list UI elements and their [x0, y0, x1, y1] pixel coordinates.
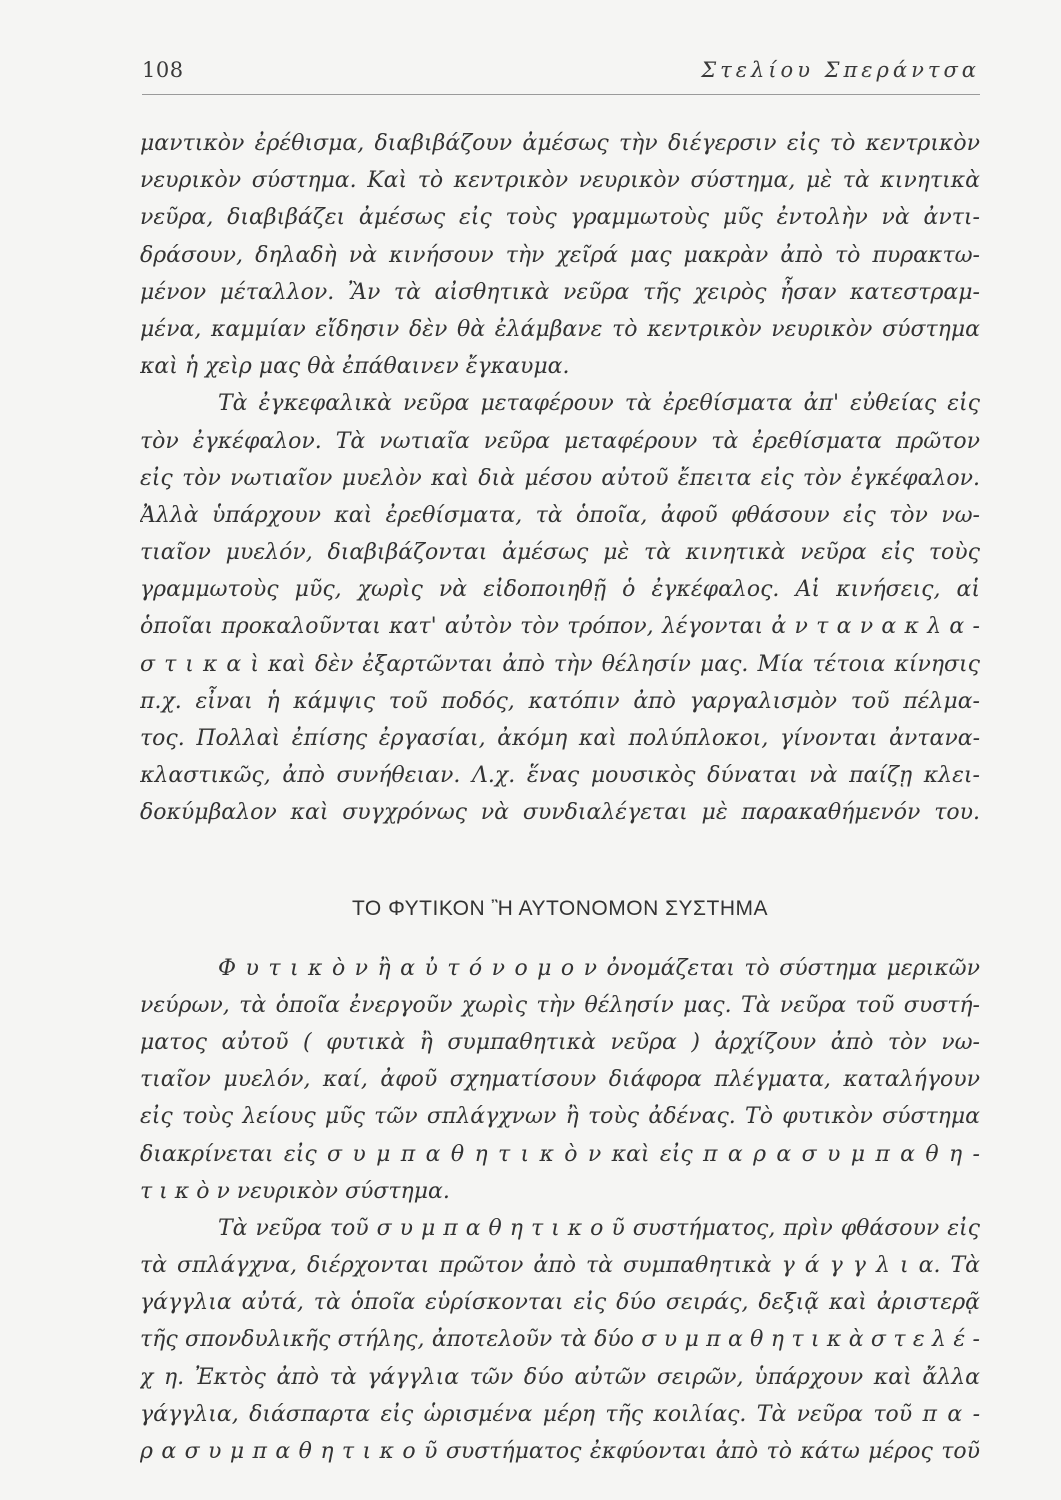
text-line: τῆς σπονδυλικῆς στήλης, ἀποτελοῦν τὰ δύο σ υ μ π α θ η τ ι κ ὰ σ τ ε λ έ -: [140, 1327, 980, 1353]
text-line: καὶ ἡ χεὶρ μας θὰ ἐπάθαινεν ἔγκαυμα.: [140, 354, 570, 380]
text-line: γάγγλια, διάσπαρτα εἰς ὡρισμένα μέρη τῆς κοιλίας. Τὰ νεῦρα τοῦ π α -: [140, 1401, 980, 1427]
body-text: [140, 125, 980, 1470]
text-line: μαντικὸν ἐρέθισμα, διαβιβάζουν ἀμέσως τὴν διέγερσιν εἰς τὸ κεντρικὸν: [140, 131, 980, 156]
text-line: τιαῖον μυελόν, διαβιβάζονται ἀμέσως μὲ τὰ κινητικὰ νεῦρα εἰς τοὺς: [140, 540, 980, 566]
text-line: δοκύμβαλον καὶ συγχρόνως νὰ συνδιαλέγεται μὲ παρακαθήμενόν του.: [140, 800, 980, 826]
text-line: νεῦρα, διαβιβάζει ἀμέσως εἰς τοὺς γραμμωτοὺς μῦς ἐντολὴν νὰ ἀντι-: [140, 205, 980, 231]
text-line: νεύρων, τὰ ὁποῖα ἐνεργοῦν χωρὶς τὴν θέλησίν μας. Τὰ νεῦρα τοῦ συστή-: [140, 992, 980, 1018]
running-head: Στελίου Σπεράντσα: [701, 58, 980, 82]
text-line: ὁποῖαι προκαλοῦνται κατ' αὐτὸν τὸν τρόπον, λέγονται ἀ ν τ α ν α κ λ α -: [140, 614, 980, 640]
paragraph-1: [140, 125, 980, 385]
text-line: εἰς τὸν νωτιαῖον μυελὸν καὶ διὰ μέσου αὐτοῦ ἔπειτα εἰς τὸν ἐγκέφαλον.: [140, 465, 980, 491]
paragraph-3: [140, 950, 980, 1210]
text-line: μένα, καμμίαν εἴδησιν δὲν θὰ ἐλάμβανε τὸ κεντρικὸν νευρικὸν σύστημα: [140, 316, 980, 342]
text-line: Τὰ ἐγκεφαλικὰ νεῦρα μεταφέρουν τὰ ἐρεθίσματα ἀπ' εὐθείας εἰς: [218, 391, 980, 417]
section-heading: ΤΟ ΦΥΤΙΚΟΝ Ἢ ΑΥΤΟΝΟΜΟΝ ΣΥΣΤΗΜΑ: [351, 896, 769, 920]
text-line: Ἀλλὰ ὑπάρχουν καὶ ἐρεθίσματα, τὰ ὁποῖα, ἀφοῦ φθάσουν εἰς τὸν νω-: [140, 502, 980, 528]
page-number: 108: [142, 58, 184, 82]
text-line: Τὰ νεῦρα τοῦ σ υ μ π α θ η τ ι κ ο ῦ συστήματος, πρὶν φθάσουν εἰς: [218, 1215, 980, 1241]
text-line: μένον μέταλλον. Ἂν τὰ αἰσθητικὰ νεῦρα τῆς χειρὸς ἦσαν κατεστραμ-: [140, 279, 980, 305]
text-line: τὰ σπλάγχνα, διέρχονται πρῶτον ἀπὸ τὰ συμπαθητικὰ γ ά γ γ λ ι α. Τὰ: [140, 1253, 980, 1279]
text-line: π.χ. εἶναι ἡ κάμψις τοῦ ποδός, κατόπιν ἀπὸ γαργαλισμὸν τοῦ πέλμα-: [140, 688, 980, 714]
text-line: σ τ ι κ α ὶ καὶ δὲν ἐξαρτῶνται ἀπὸ τὴν θέλησίν μας. Μία τέτοια κίνησις: [140, 651, 980, 677]
text-line: γραμμωτοὺς μῦς, χωρὶς νὰ εἰδοποιηθῇ ὁ ἐγκέφαλος. Αἱ κινήσεις, αἱ: [140, 577, 980, 603]
text-line: εἰς τοὺς λείους μῦς τῶν σπλάγχνων ἢ τοὺς ἀδένας. Τὸ φυτικὸν σύστημα: [140, 1104, 980, 1130]
text-line: δράσουν, δηλαδὴ νὰ κινήσουν τὴν χεῖρά μας μακρὰν ἀπὸ τὸ πυρακτω-: [140, 242, 980, 268]
paragraph-2: [140, 385, 980, 831]
text-line: τ ι κ ὸ ν νευρικὸν σύστημα.: [140, 1178, 450, 1204]
text-line: διακρίνεται εἰς σ υ μ π α θ η τ ι κ ὸ ν καὶ εἰς π α ρ α σ υ μ π α θ η -: [140, 1141, 980, 1167]
page-header: [142, 58, 980, 95]
text-line: κλαστικῶς, ἀπὸ συνήθειαν. Λ.χ. ἕνας μουσικὸς δύναται νὰ παίζῃ κλει-: [140, 763, 980, 789]
text-line: χ η. Ἐκτὸς ἀπὸ τὰ γάγγλια τῶν δύο αὐτῶν σειρῶν, ὑπάρχουν καὶ ἄλλα: [140, 1364, 980, 1390]
text-line: ρ α σ υ μ π α θ η τ ι κ ο ῦ συστήματος ἐκφύονται ἀπὸ τὸ κάτω μέρος τοῦ: [140, 1439, 980, 1464]
text-line: τος. Πολλαὶ ἐπίσης ἐργασίαι, ἀκόμη καὶ πολύπλοκοι, γίνονται ἀντανα-: [140, 726, 980, 751]
text-line: νευρικὸν σύστημα. Καὶ τὸ κεντρικὸν νευρικὸν σύστημα, μὲ τὰ κινητικὰ: [140, 168, 980, 194]
text-line: Φ υ τ ι κ ὸ ν ἢ α ὐ τ ό ν ο μ ο ν ὀνομάζεται τὸ σύστημα μερικῶν: [218, 955, 980, 981]
text-line: γάγγλια αὐτά, τὰ ὁποῖα εὑρίσκονται εἰς δύο σειράς, δεξιᾷ καὶ ἀριστερᾷ: [140, 1290, 980, 1316]
section-spacer: [140, 832, 980, 892]
text-line: ματος αὐτοῦ ( φυτικὰ ἢ συμπαθητικὰ νεῦρα ) ἀρχίζουν ἀπὸ τὸν νω-: [140, 1029, 980, 1055]
paragraph-4: [140, 1210, 980, 1470]
text-line: τὸν ἐγκέφαλον. Τὰ νωτιαῖα νεῦρα μεταφέρουν τὰ ἐρεθίσματα πρῶτον: [140, 428, 980, 454]
heading-spacer: [140, 926, 980, 950]
text-line: τιαῖον μυελόν, καί, ἀφοῦ σχηματίσουν διάφορα πλέγματα, καταλήγουν: [140, 1067, 980, 1093]
